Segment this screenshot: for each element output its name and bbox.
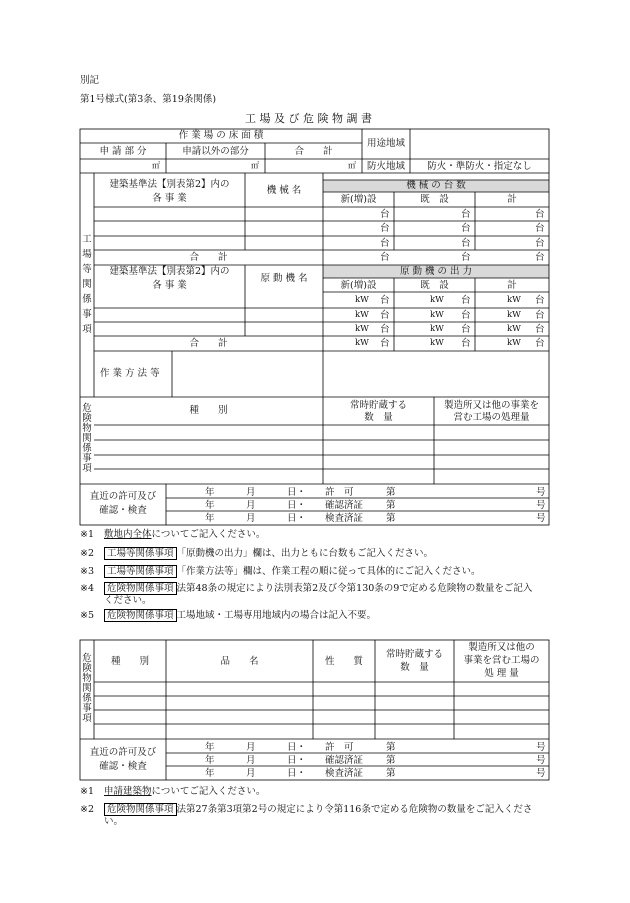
machine-total-label: 合 計 — [189, 252, 228, 263]
t2-permit-label-2: 確認・検査 — [99, 761, 147, 772]
unit-dai: 台 — [535, 252, 545, 263]
unit-dai: 台 — [535, 338, 545, 349]
work-method-label: 作 業 方 法 等 — [100, 368, 160, 379]
appendix-label: 別記 — [80, 75, 100, 86]
sum-header: 計 — [507, 194, 517, 205]
dai-label: 第 — [386, 487, 396, 498]
day-label: 日・ — [287, 755, 307, 766]
unit-dai: 台 — [535, 295, 545, 306]
apply-part-header: 申 請 部 分 — [99, 146, 147, 157]
gou-label: 号 — [536, 513, 546, 524]
note-text — [104, 530, 265, 540]
note-mark: ※2 — [80, 804, 95, 815]
mfg-header-1: 製造所又は他の事業を — [443, 400, 539, 411]
unit-kw: kW — [355, 324, 369, 334]
total-header: 合 計 — [294, 146, 333, 157]
fire-zone-value: 防火・準防火・指定なし — [427, 161, 532, 172]
form-number: 第1号様式(第3条、第19条関係) — [80, 94, 217, 105]
note-text — [104, 567, 481, 577]
day-label: 日・ — [287, 513, 307, 524]
dai-label: 第 — [386, 500, 396, 511]
stored-header-2: 数 量 — [364, 412, 393, 423]
month-label: 月 — [246, 487, 256, 498]
note-text — [104, 549, 433, 559]
unit-dai: 台 — [461, 310, 471, 321]
note-mark: ※2 — [80, 548, 95, 559]
note-text — [104, 611, 376, 621]
note-body: 法第48条の規定により法別表第2及び令第130条の9で定める危険物の数量をご記入 — [176, 583, 533, 594]
permit-type: 許 可 — [325, 742, 354, 753]
unit-dai: 台 — [380, 338, 390, 349]
dai-label: 第 — [386, 513, 396, 524]
gou-label: 号 — [536, 742, 546, 753]
existing-header: 既 設 — [420, 194, 449, 205]
note-continuation: ください。 — [104, 595, 152, 606]
t2-side-label: 危険物関係事項 — [82, 653, 92, 724]
note-body: 「作業方法等」欄は、作業工程の順に従って具体的にご記入ください。 — [176, 566, 481, 577]
note-text — [104, 805, 532, 815]
unit-kw: kW — [507, 338, 521, 348]
unit-dai: 台 — [461, 338, 471, 349]
factory-side-label: 工場等関係事項 — [82, 234, 92, 335]
zone-use-label: 用途地域 — [366, 138, 405, 149]
permit-type: 確認済証 — [325, 500, 364, 511]
unit-dai: 台 — [461, 295, 471, 306]
unit-m2: ㎡ — [251, 161, 259, 170]
permit-type: 検査済証 — [325, 513, 364, 524]
t2-mfg-header-3: 処 理 量 — [484, 668, 519, 679]
unit-dai: 台 — [535, 310, 545, 321]
note-mark: ※3 — [80, 566, 95, 577]
motor-name-header: 原 動 機 名 — [260, 273, 308, 284]
new-add-header: 新(増)設 — [340, 280, 377, 291]
unit-dai: 台 — [535, 238, 545, 249]
unit-dai: 台 — [380, 238, 390, 249]
month-label: 月 — [246, 755, 256, 766]
unit-dai: 台 — [461, 223, 471, 234]
floor-area-header: 作 業 場 の 床 面 積 — [178, 130, 264, 141]
day-label: 日・ — [287, 742, 307, 753]
note-text — [104, 787, 265, 797]
note-box-label: 危険物関係事項 — [104, 609, 177, 622]
unit-kw: kW — [430, 310, 444, 320]
unit-dai: 台 — [535, 223, 545, 234]
unit-dai: 台 — [380, 324, 390, 335]
unit-kw: kW — [507, 295, 521, 305]
t2-nature-header: 性 質 — [324, 656, 363, 667]
unit-dai: 台 — [461, 209, 471, 220]
gou-label: 号 — [536, 755, 546, 766]
note-continuation: い。 — [104, 816, 124, 827]
motor-total-label: 合 計 — [189, 338, 228, 349]
permit-type: 許 可 — [325, 487, 354, 498]
gou-label: 号 — [536, 500, 546, 511]
dai-label: 第 — [386, 742, 396, 753]
gou-label: 号 — [536, 487, 546, 498]
t2-stored-header-1: 常時貯蔵する — [385, 649, 443, 660]
unit-kw: kW — [355, 310, 369, 320]
unit-kw: kW — [507, 324, 521, 334]
permit-type: 検査済証 — [325, 768, 364, 779]
unit-dai: 台 — [461, 252, 471, 263]
note-body: 法第27条第3項第2号の規定により令第116条で定める危険物の数量をご記入くださ — [176, 804, 533, 815]
year-label: 年 — [205, 742, 215, 753]
machine-count-header: 機 械 の 台 数 — [406, 180, 466, 191]
page-title: 工 場 及 び 危 険 物 調 書 — [245, 112, 372, 125]
mfg-header-2: 営む工場の処理量 — [453, 412, 530, 423]
other-part-header: 申請以外の部分 — [182, 146, 249, 157]
day-label: 日・ — [287, 500, 307, 511]
year-label: 年 — [205, 513, 215, 524]
dai-label: 第 — [386, 755, 396, 766]
month-label: 月 — [246, 768, 256, 779]
note-text — [104, 584, 532, 594]
note-box-label: 工場等関係事項 — [104, 565, 177, 578]
unit-dai: 台 — [461, 324, 471, 335]
note-body: についてご記入ください。 — [151, 529, 266, 540]
year-label: 年 — [205, 500, 215, 511]
unit-kw: kW — [430, 338, 444, 348]
note-mark: ※1 — [80, 529, 95, 540]
permit-label-2: 確認・検査 — [99, 505, 147, 516]
note-box-label: 工場等関係事項 — [104, 547, 177, 560]
business-header-2: 各 事 業 — [152, 280, 187, 291]
unit-kw: kW — [507, 310, 521, 320]
t2-stored-header-2: 数 量 — [400, 662, 429, 673]
t2-permit-label-1: 直近の許可及び — [89, 747, 157, 758]
note-underlined: 申請建築物 — [104, 786, 152, 797]
month-label: 月 — [246, 513, 256, 524]
unit-dai: 台 — [380, 223, 390, 234]
unit-dai: 台 — [380, 310, 390, 321]
note-mark: ※1 — [80, 786, 95, 797]
kind-header: 種 別 — [189, 405, 228, 416]
unit-dai: 台 — [461, 238, 471, 249]
unit-m2: ㎡ — [152, 161, 160, 170]
day-label: 日・ — [287, 768, 307, 779]
note-underlined: 敷地内全体 — [104, 529, 152, 540]
month-label: 月 — [246, 742, 256, 753]
year-label: 年 — [205, 487, 215, 498]
year-label: 年 — [205, 768, 215, 779]
hazard-side-label: 危険物関係事項 — [82, 403, 92, 474]
existing-header: 既 設 — [420, 280, 449, 291]
t2-mfg-header-1: 製造所又は他の — [468, 642, 535, 653]
motor-output-header: 原 動 機 の 出 力 — [399, 266, 473, 277]
gou-label: 号 — [536, 768, 546, 779]
unit-dai: 台 — [535, 324, 545, 335]
permit-label-1: 直近の許可及び — [89, 491, 157, 502]
note-box-label: 危険物関係事項 — [104, 582, 177, 595]
business-header-1: 建築基準法【別表第2】内の — [109, 266, 230, 277]
dai-label: 第 — [386, 768, 396, 779]
unit-kw: kW — [430, 295, 444, 305]
sum-header: 計 — [507, 280, 517, 291]
day-label: 日・ — [287, 487, 307, 498]
new-add-header: 新(増)設 — [340, 194, 377, 205]
unit-dai: 台 — [380, 295, 390, 306]
note-body: についてご記入ください。 — [151, 786, 266, 797]
note-body: 工場地域・工場専用地域内の場合は記入不要。 — [176, 610, 377, 621]
unit-kw: kW — [355, 295, 369, 305]
note-box-label: 危険物関係事項 — [104, 803, 177, 816]
t2-mfg-header-2: 事業を営む工場の — [463, 655, 540, 666]
machine-name-header: 機 械 名 — [266, 185, 302, 196]
business-header-2: 各 事 業 — [152, 193, 187, 204]
t2-kind-header: 種 別 — [110, 656, 149, 667]
unit-dai: 台 — [380, 252, 390, 263]
business-header-1: 建築基準法【別表第2】内の — [109, 179, 230, 190]
unit-m2: ㎡ — [348, 161, 356, 170]
permit-type: 確認済証 — [325, 755, 364, 766]
year-label: 年 — [205, 755, 215, 766]
zone-fire-label: 防火地域 — [366, 161, 405, 172]
note-mark: ※4 — [80, 583, 95, 594]
note-body: 「原動機の出力」欄は、出力ともに台数もご記入ください。 — [176, 548, 434, 559]
unit-dai: 台 — [535, 209, 545, 220]
note-mark: ※5 — [80, 610, 95, 621]
unit-kw: kW — [430, 324, 444, 334]
t2-name-header: 品 名 — [220, 656, 259, 667]
unit-dai: 台 — [380, 209, 390, 220]
month-label: 月 — [246, 500, 256, 511]
unit-kw: kW — [355, 338, 369, 348]
stored-header-1: 常時貯蔵する — [349, 400, 407, 411]
